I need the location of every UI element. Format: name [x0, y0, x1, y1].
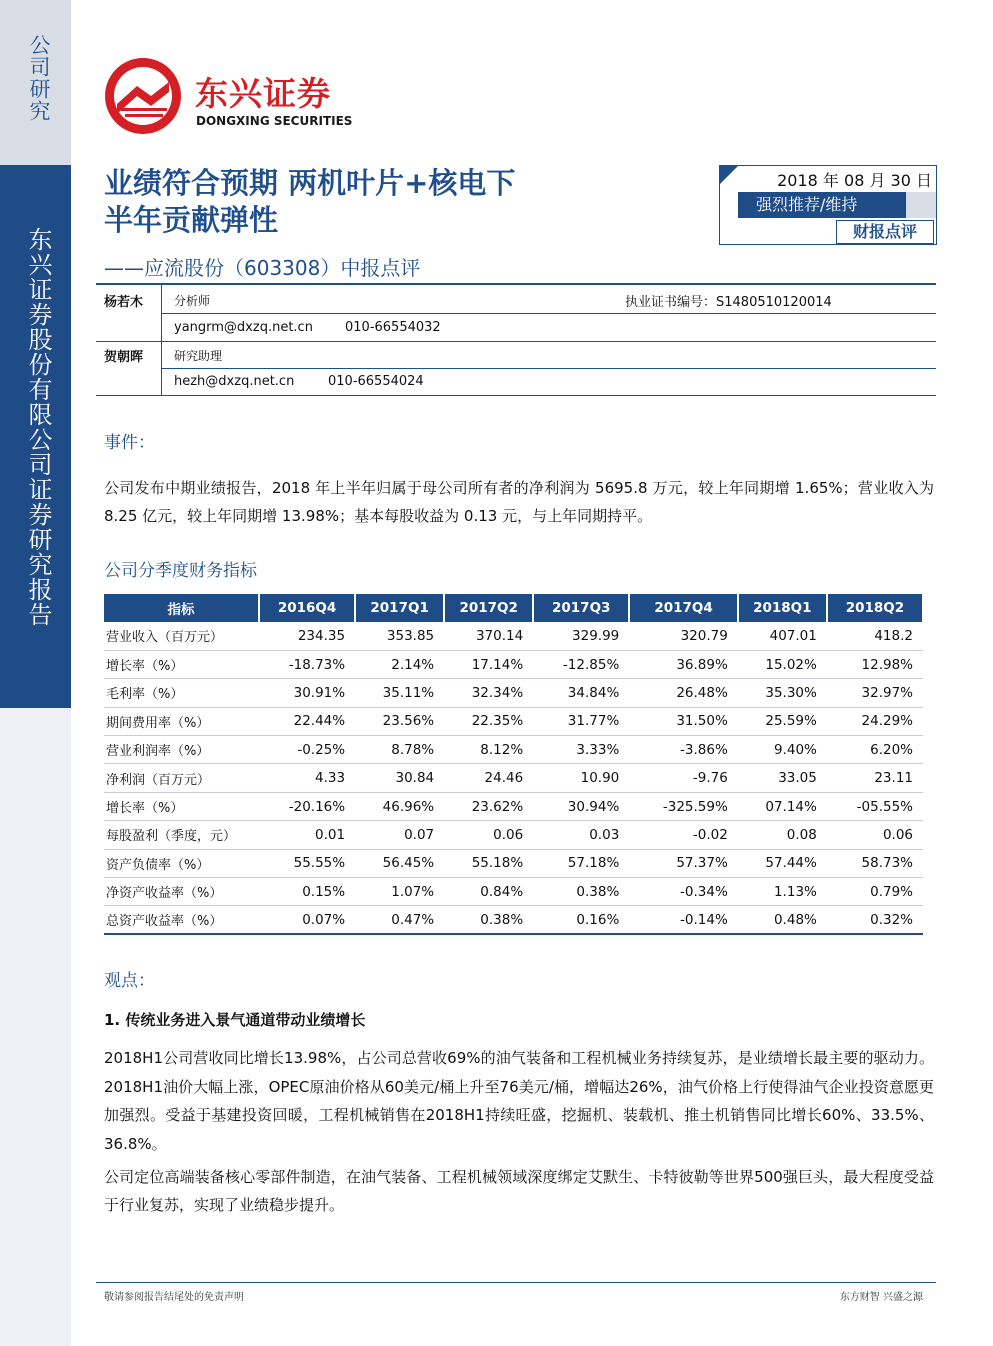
- table-row-label: 增长率（%）: [104, 792, 259, 820]
- rating-badge: 强烈推荐/维持: [738, 192, 936, 218]
- table-cell: 0.38%: [444, 906, 533, 934]
- table-cell: 30.84: [355, 764, 444, 792]
- table-cell: 0.06: [827, 821, 923, 849]
- assistant-name: 贺朝晖: [104, 350, 144, 365]
- table-cell: 58.73%: [827, 849, 923, 877]
- table-cell: 31.50%: [629, 707, 738, 735]
- table-header-cell: 2017Q1: [355, 594, 444, 622]
- header-divider: [96, 283, 936, 285]
- footer-divider: [96, 1282, 936, 1283]
- table-cell: 35.30%: [738, 679, 827, 707]
- table-header-cell: 指标: [104, 594, 259, 622]
- table-cell: 55.18%: [444, 849, 533, 877]
- table-header-cell: 2017Q2: [444, 594, 533, 622]
- table-cell: 0.07%: [259, 906, 355, 934]
- table-header-cell: 2017Q4: [629, 594, 738, 622]
- table-cell: 353.85: [355, 622, 444, 650]
- table-cell: 234.35: [259, 622, 355, 650]
- table-cell: 57.44%: [738, 849, 827, 877]
- point-1-paragraph-2: 公司定位高端装备核心零部件制造，在油气装备、工程机械领域深度绑定艾默生、卡特彼勒等世界500强巨头，最大程度受益于行业复苏，实现了业绩稳步提升。: [104, 1168, 934, 1214]
- table-cell: 9.40%: [738, 736, 827, 764]
- report-info-box: [719, 165, 937, 245]
- table-cell: 8.78%: [355, 736, 444, 764]
- table-cell: 22.44%: [259, 707, 355, 735]
- title-line-1: 业绩符合预期 两机叶片+核电下: [104, 166, 516, 200]
- table-cell: 15.02%: [738, 650, 827, 678]
- table-cell: 32.34%: [444, 679, 533, 707]
- table-cell: 17.14%: [444, 650, 533, 678]
- table-cell: -325.59%: [629, 792, 738, 820]
- report-subtitle: ——应流股份（603308）中报点评: [104, 256, 421, 280]
- table-cell: -9.76: [629, 764, 738, 792]
- footer-slogan: 东方财智 兴盛之源: [839, 1292, 923, 1303]
- table-header-cell: 2017Q3: [533, 594, 629, 622]
- assistant-row-divider: [161, 368, 936, 369]
- table-cell: 407.01: [738, 622, 827, 650]
- table-cell: 32.97%: [827, 679, 923, 707]
- report-type: 财报点评: [836, 220, 934, 244]
- report-title: [104, 165, 664, 239]
- table-cell: 35.11%: [355, 679, 444, 707]
- table-cell: 30.91%: [259, 679, 355, 707]
- logo-english: DONGXING SECURITIES: [196, 114, 353, 128]
- table-row: [104, 792, 923, 820]
- table-cell: 24.46: [444, 764, 533, 792]
- logo-chinese: 东兴证券: [195, 74, 331, 113]
- analyst-row-divider: [161, 313, 936, 314]
- table-cell: 34.84%: [533, 679, 629, 707]
- table-cell: 6.20%: [827, 736, 923, 764]
- table-cell: 23.56%: [355, 707, 444, 735]
- table-cell: 8.12%: [444, 736, 533, 764]
- table-row: [104, 707, 923, 735]
- analyst-name: 杨若木: [104, 295, 144, 310]
- point-1-paragraph-1: 2018H1公司营收同比增长13.98%，占公司总营收69%的油气装备和工程机械业务持续复苏，是业绩增长最主要的驱动力。2018H1油价大幅上涨，OPEC原油价格从60美元/桶上升至76美元/桶，增幅达26%，油气价格上行使得油气企业投资意愿更加强烈。受益于基建投资回暖，工程机械销售在2018H1持续旺盛，挖掘机、装载机、推土机销售同比增长60%、33.5%、36.8%。: [104, 1049, 934, 1153]
- table-row-label: 期间费用率（%）: [104, 707, 259, 735]
- table-cell: 07.14%: [738, 792, 827, 820]
- analyst-email: yangrm@dxzq.net.cn: [174, 320, 313, 335]
- table-cell: -3.86%: [629, 736, 738, 764]
- table-cell: 0.01: [259, 821, 355, 849]
- analyst-bottom-line: [96, 395, 936, 396]
- table-cell: 24.29%: [827, 707, 923, 735]
- sidebar-company: 东兴证券股份有限公司证券研究报告: [24, 227, 52, 627]
- table-row-label: 营业利润率（%）: [104, 736, 259, 764]
- table-cell: 370.14: [444, 622, 533, 650]
- table-cell: 0.08: [738, 821, 827, 849]
- analyst-column-line: [161, 285, 162, 395]
- table-row-label: 毛利率（%）: [104, 679, 259, 707]
- table-row-label: 净资产收益率（%）: [104, 878, 259, 906]
- table-cell: 26.48%: [629, 679, 738, 707]
- table-cell: 23.11: [827, 764, 923, 792]
- table-cell: 30.94%: [533, 792, 629, 820]
- table-cell: 1.07%: [355, 878, 444, 906]
- table-cell: -0.14%: [629, 906, 738, 934]
- table-cell: 320.79: [629, 622, 738, 650]
- analyst-cert: 执业证书编号：S1480510120014: [625, 295, 832, 310]
- table-cell: 25.59%: [738, 707, 827, 735]
- table-cell: 55.55%: [259, 849, 355, 877]
- table-cell: 2.14%: [355, 650, 444, 678]
- table-cell: 0.38%: [533, 878, 629, 906]
- table-cell: 12.98%: [827, 650, 923, 678]
- table-cell: 329.99: [533, 622, 629, 650]
- table-row: [104, 878, 923, 906]
- analyst-phone: 010-66554032: [345, 320, 441, 335]
- table-cell: 10.90: [533, 764, 629, 792]
- assistant-email: hezh@dxzq.net.cn: [174, 374, 295, 389]
- corner-triangle: [720, 166, 738, 184]
- table-cell: -12.85%: [533, 650, 629, 678]
- analyst-divider: [96, 341, 936, 342]
- table-cell: 57.37%: [629, 849, 738, 877]
- table-cell: -20.16%: [259, 792, 355, 820]
- table-row: [104, 764, 923, 792]
- table-header-cell: 2018Q2: [827, 594, 923, 622]
- table-row: [104, 906, 923, 934]
- table-row-label: 资产负债率（%）: [104, 849, 259, 877]
- rating-tail: [906, 192, 936, 218]
- table-row-label: 每股盈利（季度，元）: [104, 821, 259, 849]
- table-row: [104, 849, 923, 877]
- assistant-phone: 010-66554024: [328, 374, 424, 389]
- logo-emblem-icon: [103, 56, 183, 136]
- table-header-cell: 2018Q1: [738, 594, 827, 622]
- table-cell: 0.07: [355, 821, 444, 849]
- table-row: [104, 679, 923, 707]
- table-cell: 0.48%: [738, 906, 827, 934]
- table-row-label: 总资产收益率（%）: [104, 906, 259, 934]
- event-text: 公司发布中期业绩报告，2018 年上半年归属于母公司所有者的净利润为 5695.8 万元，较上年同期增 1.65%；营业收入为 8.25 亿元，较上年同期增 13.98%；基本每股收益为 0.13 元，与上年同期持平。: [104, 479, 934, 525]
- footer-disclaimer: 敬请参阅报告结尾处的免责声明: [104, 1292, 244, 1303]
- sidebar-bottom: [0, 708, 71, 1346]
- table-row: [104, 622, 923, 650]
- table-cell: 33.05: [738, 764, 827, 792]
- analyst-role: 分析师: [174, 294, 211, 308]
- table-cell: 0.47%: [355, 906, 444, 934]
- table-cell: 3.33%: [533, 736, 629, 764]
- table-cell: 418.2: [827, 622, 923, 650]
- event-heading: 事件：: [104, 433, 155, 453]
- report-date: 2018 年 08 月 30 日: [777, 171, 932, 190]
- table-cell: 36.89%: [629, 650, 738, 678]
- table-cell: 0.15%: [259, 878, 355, 906]
- table-row: [104, 821, 923, 849]
- table-cell: 4.33: [259, 764, 355, 792]
- table-cell: 0.16%: [533, 906, 629, 934]
- table-row-label: 增长率（%）: [104, 650, 259, 678]
- table-cell: 57.18%: [533, 849, 629, 877]
- sidebar-main: [0, 165, 71, 708]
- table-cell: -0.25%: [259, 736, 355, 764]
- table-cell: 46.96%: [355, 792, 444, 820]
- table-cell: 0.03: [533, 821, 629, 849]
- table-cell: 0.79%: [827, 878, 923, 906]
- table-cell: -0.34%: [629, 878, 738, 906]
- assistant-role: 研究助理: [174, 349, 223, 363]
- table-row: [104, 650, 923, 678]
- table-cell: 56.45%: [355, 849, 444, 877]
- table-row-label: 净利润（百万元）: [104, 764, 259, 792]
- table-cell: 0.84%: [444, 878, 533, 906]
- table-cell: 0.32%: [827, 906, 923, 934]
- table-heading: 公司分季度财务指标: [104, 561, 257, 581]
- table-cell: -18.73%: [259, 650, 355, 678]
- financial-table: [104, 594, 924, 935]
- table-cell: 22.35%: [444, 707, 533, 735]
- sidebar-category: 公司研究: [27, 34, 51, 122]
- point-1-heading: 1. 传统业务进入景气通道带动业绩增长: [104, 1011, 366, 1029]
- table-header-row: [104, 594, 923, 622]
- title-line-2: 半年贡献弹性: [104, 203, 279, 237]
- table-header-cell: 2016Q4: [259, 594, 355, 622]
- table-row-label: 营业收入（百万元）: [104, 622, 259, 650]
- table-cell: 31.77%: [533, 707, 629, 735]
- views-heading: 观点：: [104, 971, 155, 991]
- table-cell: -05.55%: [827, 792, 923, 820]
- table-cell: 23.62%: [444, 792, 533, 820]
- sidebar-top: [0, 0, 71, 165]
- table-row: [104, 736, 923, 764]
- table-cell: 1.13%: [738, 878, 827, 906]
- table-cell: -0.02: [629, 821, 738, 849]
- table-cell: 0.06: [444, 821, 533, 849]
